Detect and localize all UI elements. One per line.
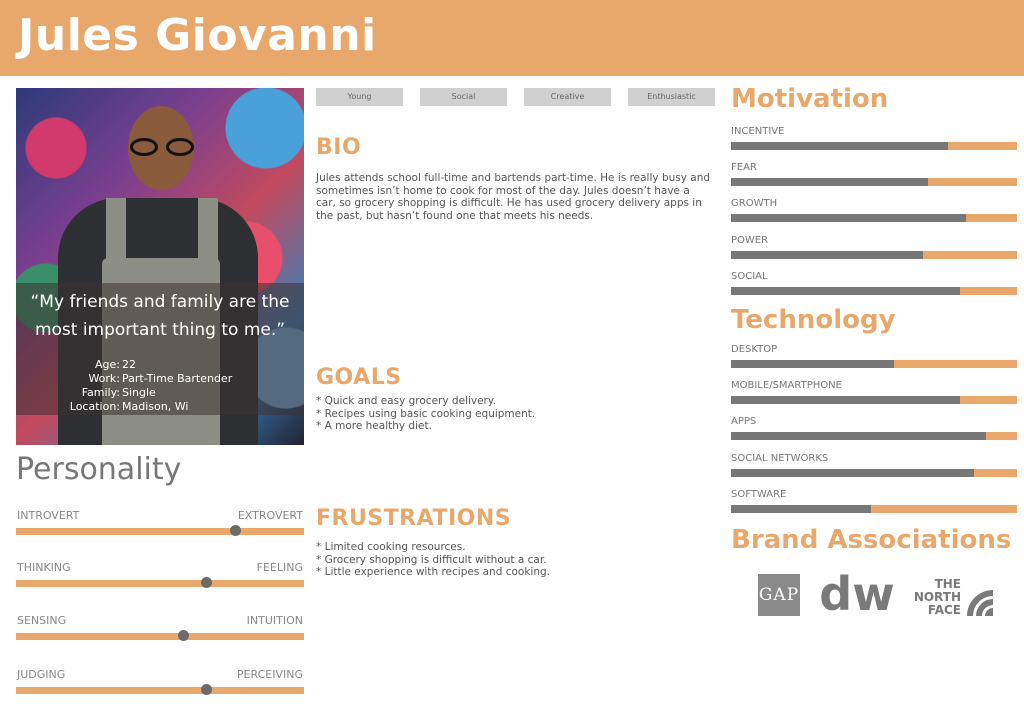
meter-fill — [731, 505, 871, 513]
motivation-social — [731, 271, 1017, 297]
goals-list — [316, 395, 711, 433]
glasses-icon — [124, 138, 200, 156]
trait-bar — [16, 687, 304, 694]
trait-right-label: INTUITION — [246, 614, 303, 627]
meter-label: INCENTIVE — [731, 126, 785, 137]
brands-title: Brand Associations — [731, 525, 1012, 555]
trait-marker — [178, 630, 189, 641]
trait-left-label: SENSING — [17, 614, 67, 627]
tag-social: Social — [420, 88, 507, 106]
tag-young: Young — [316, 88, 403, 106]
trait-sensing-intuition — [16, 614, 304, 644]
trait-left-label: INTROVERT — [17, 509, 80, 522]
meter-label: MOBILE/SMARTPHONE — [731, 380, 842, 391]
tnf-line: THE — [934, 577, 961, 591]
technology-mobile — [731, 380, 1017, 406]
bio-title: BIO — [316, 135, 362, 160]
north-face-arc-icon — [965, 578, 993, 616]
fact-value: 22 — [122, 358, 136, 371]
trait-thinking-feeling — [16, 561, 304, 591]
motivation-growth — [731, 198, 1017, 224]
technology-desktop — [731, 344, 1017, 370]
motivation-title: Motivation — [731, 84, 889, 114]
technology-social-networks — [731, 453, 1017, 479]
fact-label: Work: — [88, 372, 120, 385]
trait-marker — [201, 577, 212, 588]
meter-label: POWER — [731, 235, 769, 246]
gap-logo: GAP — [758, 574, 800, 616]
meter-fill — [731, 360, 894, 368]
trait-left-label: JUDGING — [17, 668, 66, 681]
tag-enthusiastic: Enthusiastic — [628, 88, 715, 106]
meter-bar — [731, 432, 1017, 440]
meter-fill — [731, 287, 960, 295]
dw-logo: dw — [819, 567, 895, 621]
persona-quote: “My friends and family are the most important thing to me.” — [30, 292, 290, 340]
trait-judging-perceiving — [16, 668, 304, 698]
meter-label: SOCIAL — [731, 271, 768, 282]
meter-fill — [731, 214, 966, 222]
meter-fill — [731, 178, 928, 186]
meter-bar — [731, 360, 1017, 368]
fact-value: Part-Time Bartender — [122, 372, 233, 385]
trait-bar — [16, 633, 304, 640]
meter-label: SOCIAL NETWORKS — [731, 453, 829, 464]
meter-label: APPS — [731, 416, 757, 427]
tnf-line: FACE — [927, 603, 961, 617]
trait-introvert-extrovert — [16, 509, 304, 539]
meter-bar — [731, 396, 1017, 404]
list-item: * Quick and easy grocery delivery. — [316, 395, 496, 407]
trait-bar — [16, 580, 304, 587]
list-item: * Recipes using basic cooking equipment. — [316, 407, 536, 420]
fact-label: Location: — [69, 400, 120, 413]
persona-facts — [16, 358, 304, 414]
fact-label: Family: — [81, 386, 120, 399]
meter-bar — [731, 142, 1017, 150]
north-face-logo — [907, 578, 991, 620]
tnf-line: NORTH — [913, 590, 961, 604]
trait-right-label: EXTROVERT — [237, 509, 303, 522]
frustrations-list — [316, 541, 711, 579]
header-banner — [0, 0, 1024, 76]
fact-age — [16, 358, 304, 372]
fact-value: Madison, Wi — [122, 400, 189, 413]
persona-name: Jules Giovanni — [18, 10, 377, 61]
motivation-power — [731, 235, 1017, 261]
technology-title: Technology — [731, 305, 896, 335]
meter-fill — [731, 142, 948, 150]
frustrations-title: FRUSTRATIONS — [316, 506, 512, 531]
meter-label: GROWTH — [731, 198, 778, 209]
meter-bar — [731, 287, 1017, 295]
fact-value: Single — [122, 386, 156, 399]
trait-marker — [230, 525, 241, 536]
motivation-fear — [731, 162, 1017, 188]
fact-label: Age: — [95, 358, 120, 371]
technology-software — [731, 489, 1017, 515]
meter-label: FEAR — [731, 162, 757, 173]
bio-text: Jules attends school full-time and bartends part-time. He is really busy and sometimes isn’t home to cook for most of the day. Jules doesn’t have a car, so grocery shopping is difficult. He has used grocery delivery apps in the past, but hasn’t found one that meets his needs. — [316, 172, 711, 222]
meter-label: DESKTOP — [731, 344, 778, 355]
trait-marker — [201, 684, 212, 695]
meter-bar — [731, 214, 1017, 222]
meter-bar — [731, 469, 1017, 477]
meter-label: SOFTWARE — [731, 489, 787, 500]
list-item: * Limited cooking resources. — [316, 541, 466, 553]
trait-left-label: THINKING — [17, 561, 71, 574]
fact-work — [16, 372, 304, 386]
technology-apps — [731, 416, 1017, 442]
meter-fill — [731, 432, 986, 440]
meter-bar — [731, 178, 1017, 186]
meter-bar — [731, 251, 1017, 259]
personality-title: Personality — [16, 452, 182, 487]
trait-bar — [16, 528, 304, 535]
trait-right-label: FEELING — [256, 561, 303, 574]
meter-bar — [731, 505, 1017, 513]
fact-location — [16, 400, 304, 414]
fact-family — [16, 386, 304, 400]
meter-fill — [731, 469, 974, 477]
list-item: * A more healthy diet. — [316, 420, 432, 432]
persona-photo — [16, 88, 304, 445]
motivation-incentive — [731, 126, 1017, 152]
brand-logos — [731, 568, 1017, 624]
list-item: * Grocery shopping is difficult without a car. — [316, 553, 547, 566]
meter-fill — [731, 396, 960, 404]
tag-creative: Creative — [524, 88, 611, 106]
trait-right-label: PERCEIVING — [236, 668, 303, 681]
meter-fill — [731, 251, 923, 259]
list-item: * Little experience with recipes and cooking. — [316, 566, 550, 578]
goals-title: GOALS — [316, 365, 402, 390]
